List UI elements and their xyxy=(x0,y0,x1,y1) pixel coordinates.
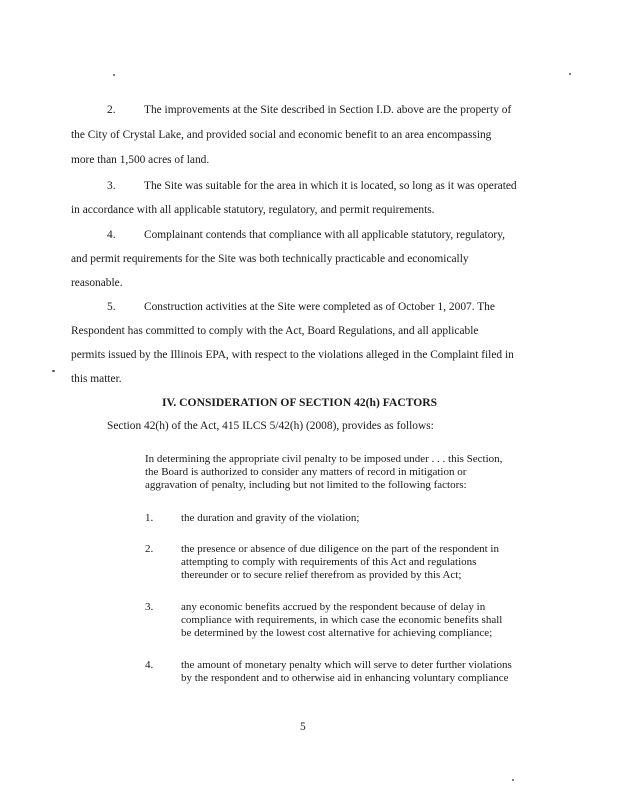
scan-speck xyxy=(512,779,514,781)
quote-line: the Board is authorized to consider any matters of record in mitigation or xyxy=(145,466,467,478)
factor-number: 2. xyxy=(145,543,154,555)
scan-speck xyxy=(52,370,55,372)
factor-number: 3. xyxy=(145,601,154,613)
factor-line: attempting to comply with requirements of this Act and regulations xyxy=(181,556,477,568)
factor-line: any economic benefits accrued by the respondent because of delay in xyxy=(181,601,486,613)
factor-line: by the respondent and to otherwise aid in enhancing voluntary compliance xyxy=(181,672,509,684)
paragraph-line: The Site was suitable for the area in which it is located, so long as it was operated xyxy=(144,180,517,192)
factor-number: 1. xyxy=(145,512,154,524)
paragraph-number: 5. xyxy=(107,301,116,313)
paragraph-line: reasonable. xyxy=(71,277,123,289)
paragraph-line: Complainant contends that compliance with all applicable statutory, regulatory, xyxy=(144,229,506,241)
paragraph-line: Construction activities at the Site were completed as of October 1, 2007. The xyxy=(144,301,495,313)
paragraph-line: The improvements at the Site described in Section I.D. above are the property of xyxy=(144,104,512,116)
factor-line: be determined by the lowest cost alternative for achieving compliance; xyxy=(181,627,493,639)
scan-speck xyxy=(113,74,115,76)
factor-line: compliance with requirements, in which case the economic benefits shall xyxy=(181,614,503,626)
factor-line: thereunder or to secure relief therefrom as provided by this Act; xyxy=(181,569,462,581)
paragraph-number: 4. xyxy=(107,229,116,241)
paragraph-line: more than 1,500 acres of land. xyxy=(71,154,210,166)
intro-line: Section 42(h) of the Act, 415 ILCS 5/42(h) (2008), provides as follows: xyxy=(107,420,434,432)
factor-line: the presence or absence of due diligence on the part of the respondent in xyxy=(181,543,499,555)
paragraph-line: this matter. xyxy=(71,373,122,385)
quote-line: In determining the appropriate civil penalty to be imposed under . . . this Section, xyxy=(145,453,503,465)
paragraph-number: 3. xyxy=(107,180,116,192)
paragraph-line: in accordance with all applicable statutory, regulatory, and permit requirements. xyxy=(71,204,435,216)
paragraph-number: 2. xyxy=(107,104,116,116)
factor-line: the duration and gravity of the violation; xyxy=(181,512,360,524)
section-heading: IV. CONSIDERATION OF SECTION 42(h) FACTORS xyxy=(162,396,438,409)
factor-number: 4. xyxy=(145,659,154,671)
paragraph-line: Respondent has committed to comply with the Act, Board Regulations, and all applicable xyxy=(71,325,479,337)
quote-line: aggravation of penalty, including but not limited to the following factors: xyxy=(145,479,467,491)
paragraph-line: permits issued by the Illinois EPA, with respect to the violations alleged in the Complaint filed in xyxy=(71,349,514,361)
scan-speck xyxy=(569,73,571,75)
paragraph-line: and permit requirements for the Site was both technically practicable and economically xyxy=(71,253,469,265)
factor-line: the amount of monetary penalty which will serve to deter further violations xyxy=(181,659,512,671)
page-number: 5 xyxy=(300,721,306,733)
paragraph-line: the City of Crystal Lake, and provided social and economic benefit to an area encompassing xyxy=(71,129,492,141)
